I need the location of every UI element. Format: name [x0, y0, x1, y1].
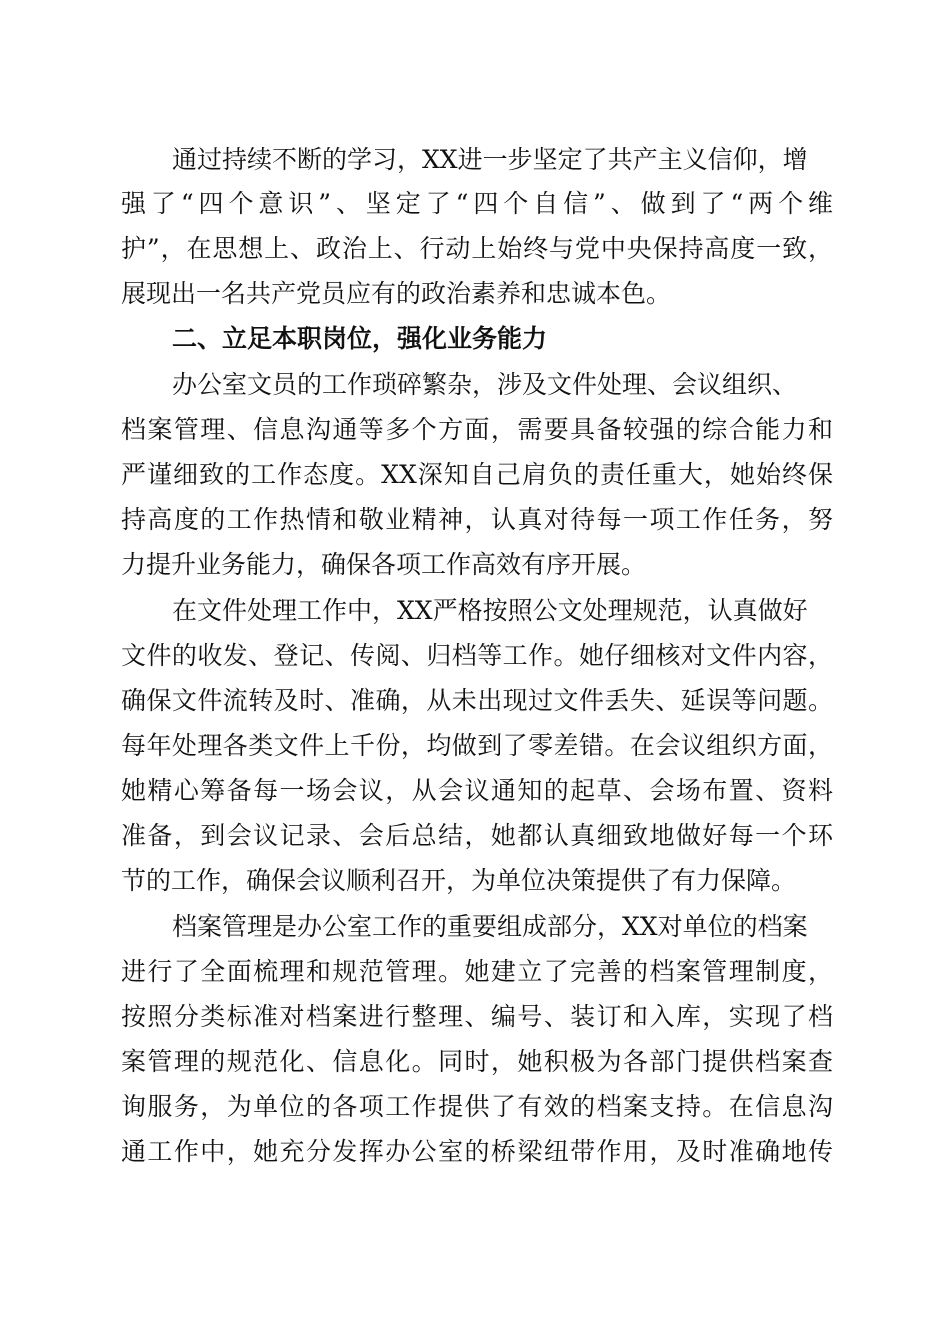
paragraph-2-line-3: 严谨细致的工作态度。XX深知自己肩负的责任重大，她始终保	[121, 460, 833, 489]
section-heading: 二、立足本职岗位，强化业务能力	[172, 324, 548, 353]
paragraph-4-line-4: 案管理的规范化、信息化。同时，她积极为各部门提供档案查	[121, 1047, 833, 1076]
paragraph-1-line-2: 强了“四个意识”、坚定了“四个自信”、做到了“两个维	[121, 189, 833, 218]
paragraph-2-line-2: 档案管理、信息沟通等多个方面，需要具备较强的综合能力和	[121, 415, 833, 444]
paragraph-4-line-1: 档案管理是办公室工作的重要组成部分，XX对单位的档案	[172, 912, 808, 941]
paragraph-3-line-3: 确保文件流转及时、准确，从未出现过文件丢失、延误等问题。	[121, 686, 833, 715]
paragraph-3-line-2: 文件的收发、登记、传阅、归档等工作。她仔细核对文件内容，	[121, 641, 833, 670]
paragraph-2-line-1: 办公室文员的工作琐碎繁杂，涉及文件处理、会议组织、	[172, 370, 798, 399]
paragraph-3-line-5: 她精心筹备每一场会议，从会议通知的起草、会场布置、资料	[121, 776, 833, 805]
paragraph-4-line-5: 询服务，为单位的各项工作提供了有效的档案支持。在信息沟	[121, 1092, 833, 1121]
paragraph-2-line-5: 力提升业务能力，确保各项工作高效有序开展。	[121, 550, 647, 579]
paragraph-3-line-1: 在文件处理工作中，XX严格按照公文处理规范，认真做好	[172, 596, 808, 625]
paragraph-3-line-6: 准备，到会议记录、会后总结，她都认真细致地做好每一个环	[121, 821, 833, 850]
paragraph-2-line-4: 持高度的工作热情和敬业精神，认真对待每一项工作任务，努	[121, 505, 833, 534]
paragraph-4-line-6: 通工作中，她充分发挥办公室的桥梁纽带作用，及时准确地传	[121, 1137, 833, 1166]
paragraph-1-line-1: 通过持续不断的学习，XX进一步坚定了共产主义信仰，增	[172, 145, 808, 174]
paragraph-1-line-4: 展现出一名共产党员应有的政治素养和忠诚本色。	[121, 279, 672, 308]
paragraph-3-line-7: 节的工作，确保会议顺利召开，为单位决策提供了有力保障。	[121, 866, 797, 895]
paragraph-4-line-2: 进行了全面梳理和规范管理。她建立了完善的档案管理制度，	[121, 957, 833, 986]
paragraph-1-line-3: 护”，在思想上、政治上、行动上始终与党中央保持高度一致，	[121, 234, 833, 263]
paragraph-4-line-3: 按照分类标准对档案进行整理、编号、装订和入库，实现了档	[121, 1002, 833, 1031]
paragraph-3-line-4: 每年处理各类文件上千份，均做到了零差错。在会议组织方面，	[121, 731, 833, 760]
